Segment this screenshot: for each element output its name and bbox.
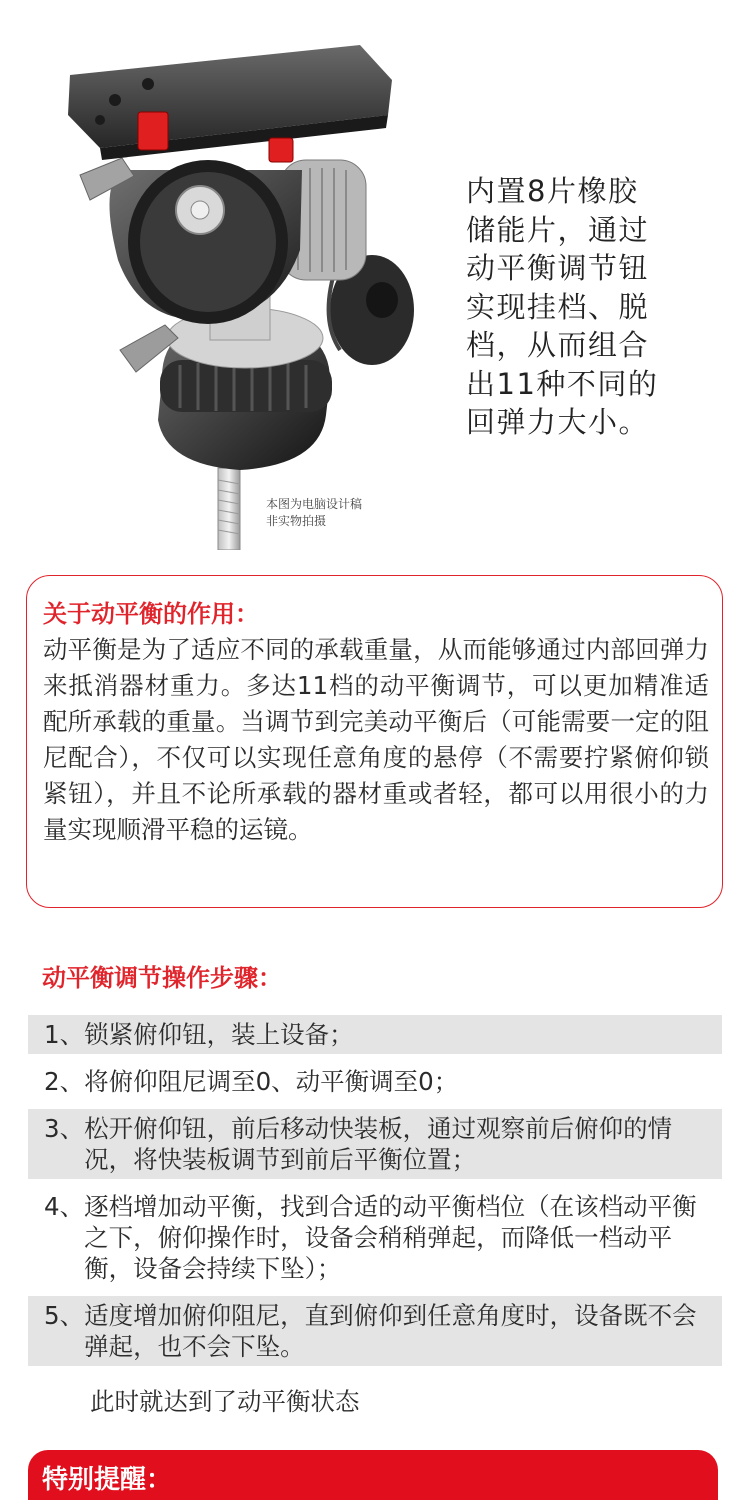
steps-title: 动平衡调节操作步骤： [42, 964, 282, 992]
step-item [28, 1187, 722, 1288]
caption-line: 非实物拍摄 [266, 514, 327, 528]
step-item [28, 1296, 722, 1366]
step-number: 5、 [44, 1301, 85, 1330]
intro-line: 档，从而组合 [466, 328, 650, 362]
intro-line: 储能片，通过 [466, 212, 650, 247]
intro-line: 出11种不同的 [466, 366, 659, 401]
step-number: 3、 [44, 1114, 85, 1143]
intro-description [466, 172, 666, 442]
step-number: 1、 [44, 1020, 85, 1049]
about-section [26, 575, 723, 908]
fluid-head-illustration [40, 20, 440, 550]
step-text: 适度增加俯仰阻尼，直到俯仰到任意角度时，设备既不会弹起，也不会下坠。 [84, 1301, 697, 1361]
step-item [28, 1062, 722, 1101]
illustration-caption [266, 496, 426, 530]
steps-conclusion: 此时就达到了动平衡状态 [90, 1387, 360, 1416]
caption-line: 本图为电脑设计稿 [266, 497, 363, 511]
step-text: 将俯仰阻尼调至0、动平衡调至0； [84, 1067, 459, 1096]
step-number: 2、 [44, 1067, 85, 1096]
step-item [28, 1109, 722, 1179]
intro-line: 内置8片橡胶 [466, 174, 639, 208]
intro-line: 回弹力大小。 [466, 405, 650, 439]
intro-line: 动平衡调节钮 [466, 251, 650, 285]
about-title: 关于动平衡的作用： [43, 600, 259, 628]
intro-line: 实现挂档、脱 [466, 289, 650, 324]
step-text: 松开俯仰钮，前后移动快装板，通过观察前后俯仰的情况，将快装板调节到前后平衡位置； [84, 1114, 673, 1174]
about-body: 动平衡是为了适应不同的承载重量，从而能够通过内部回弹力来抵消器材重力。多达11档的动平衡调节，可以更加精准适配所承载的重量。当调节到完美动平衡后（可能需要一定的阻尼配合），不仅可以实现任意角度的悬停（不需要拧紧俯仰锁紧钮），并且不论所承载的器材重或者轻，都可以用很小的力量实现顺滑平稳的运镜。 [43, 635, 709, 844]
special-reminder-header [28, 1450, 718, 1500]
step-number: 4、 [44, 1192, 85, 1221]
steps-list [28, 1015, 722, 1366]
special-reminder-title: 特别提醒： [42, 1465, 173, 1495]
step-item [28, 1015, 722, 1054]
step-text: 锁紧俯仰钮，装上设备； [84, 1020, 354, 1049]
step-text: 逐档增加动平衡，找到合适的动平衡档位（在该档动平衡之下，俯仰操作时，设备会稍稍弹起，而降低一档动平衡，设备会持续下坠）； [84, 1192, 697, 1283]
